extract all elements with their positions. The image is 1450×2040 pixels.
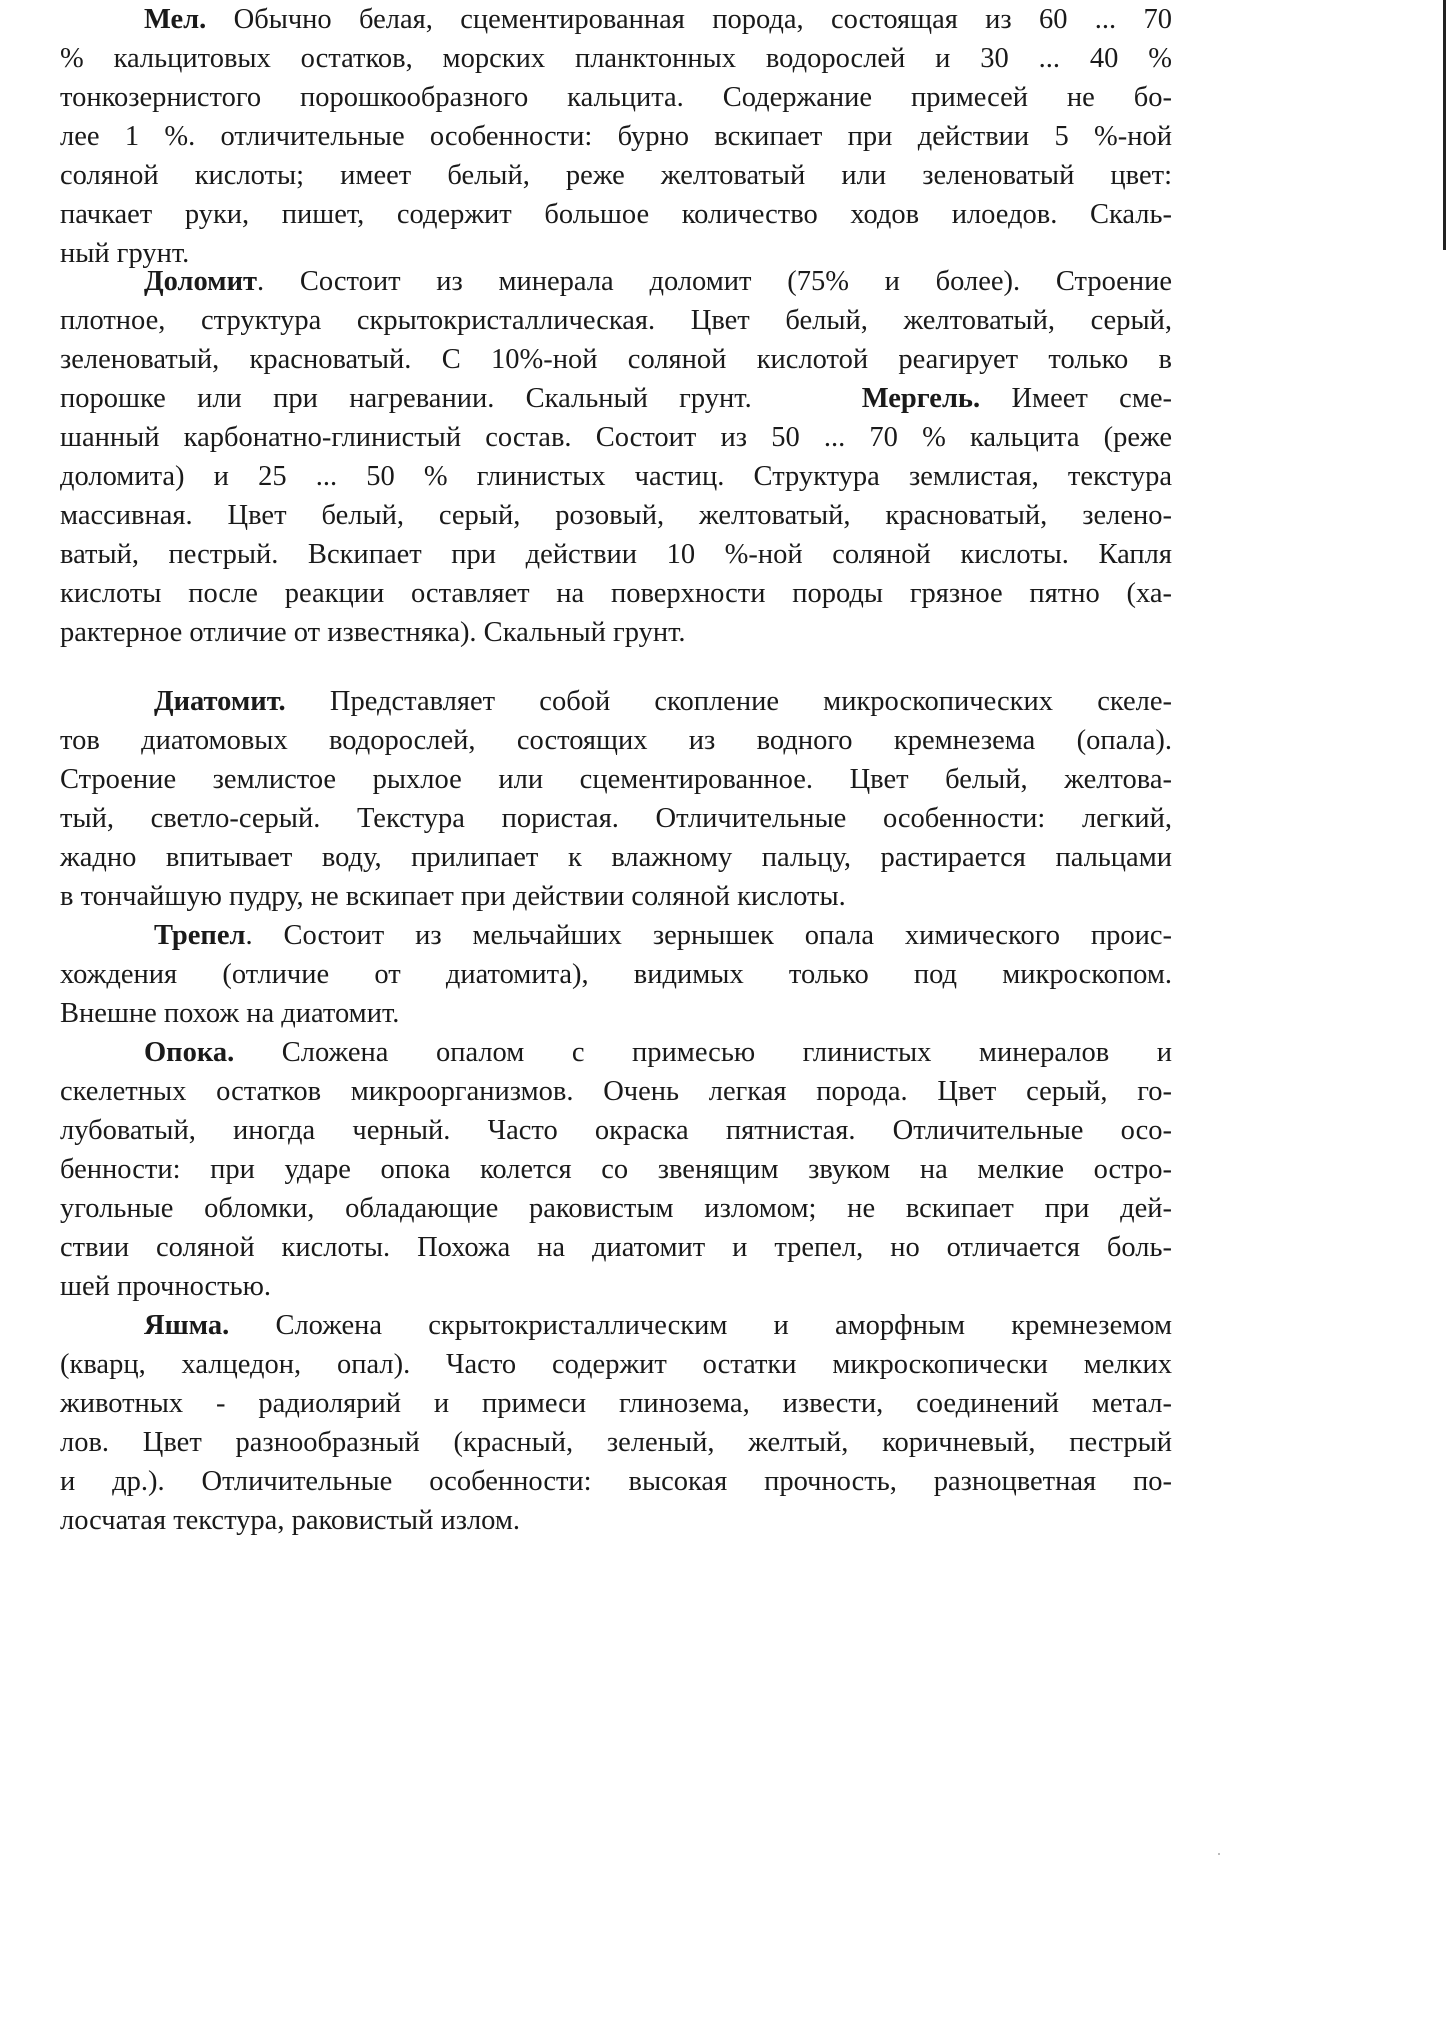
term-mergel: Мергель. [861,383,981,414]
term-mel: Мел. [144,4,207,35]
text-line: рактерное отличие от известняка). Скальный грунт. [60,617,686,648]
text-line: жадно впитывает воду, прилипает к влажному пальцу, растирается пальцами [60,842,1172,873]
text-line: кислоты после реакции оставляет на поверхности породы грязное пятно (ха- [60,578,1172,609]
term-dolomit: Доломит [144,266,258,297]
scan-edge-mark [1443,0,1446,250]
text-line: % кальцитовых остатков, морских планктонных водорослей и 30 ... 40 % [60,43,1172,74]
text-line: хождения (отличие от диатомита), видимых только под микроскопом. [60,959,1172,990]
text-line: бенности: при ударе опока колется со звенящим звуком на мелкие остро- [60,1154,1172,1185]
text-line: шанный карбонатно-глинистый состав. Состоит из 50 ... 70 % кальцита (реже [60,422,1172,453]
text-line: лубоватый, иногда черный. Часто окраска пятнистая. Отличительные осо- [60,1115,1172,1146]
paragraph-diatomit [60,682,1172,916]
text-line: Внешне похож на диатомит. [60,998,400,1029]
scan-speck [1218,1853,1220,1855]
text-line: скелетных остатков микроорганизмов. Очень легкая порода. Цвет серый, го- [60,1076,1172,1107]
text-line: лосчатая текстура, раковистый излом. [60,1505,521,1536]
text-line: животных - радиолярий и примеси глинозема, извести, соединений метал- [60,1388,1172,1419]
text-line: плотное, структура скрытокристаллическая. Цвет белый, желтоватый, серый, [60,305,1172,336]
text-line: зеленоватый, красноватый. С 10%-ной соляной кислотой реагирует только в [60,344,1172,375]
text-line: лее 1 %. отличительные особенности: бурно вскипает при действии 5 %-ной [60,121,1172,152]
text-line: угольные обломки, обладающие раковистым изломом; не вскипает при дей- [60,1193,1172,1224]
text-line: тонкозернистого порошкообразного кальцита. Содержание примесей не бо- [60,82,1172,113]
text-line: порошке или при нагревании. Скальный грунт. Мергель. Имеет сме- [60,383,1173,414]
text-line: в тончайшую пудру, не вскипает при действии соляной кислоты. [60,881,846,912]
paragraph-trepel [60,916,1172,1033]
text-line: (кварц, халцедон, опал). Часто содержит остатки микроскопически мелких [60,1349,1172,1380]
text-line: Строение землистое рыхлое или сцементированное. Цвет белый, желтова- [60,764,1172,795]
text-line: ный грунт. [60,238,190,269]
text-line: ватый, пестрый. Вскипает при действии 10 %-ной соляной кислоты. Капля [60,539,1172,570]
text-line: Диатомит. Представляет собой скопление микроскопических скеле- [154,686,1172,717]
text-line: лов. Цвет разнообразный (красный, зеленый, желтый, коричневый, пестрый [60,1427,1172,1458]
text-line: доломита) и 25 ... 50 % глинистых частиц. Структура землистая, текстура [60,461,1172,492]
text-line: Мел. Обычно белая, сцементированная порода, состоящая из 60 ... 70 [144,4,1172,35]
term-trepel: Трепел [154,920,246,951]
text-line: Доломит. Состоит из минерала доломит (75% и более). Строение [144,266,1172,297]
text-line: Трепел. Состоит из мельчайших зернышек опала химического проис- [154,920,1172,951]
text-line: Опока. Сложена опалом с примесью глинистых минералов и [144,1037,1172,1068]
term-opoka: Опока. [144,1037,235,1068]
text-line: пачкает руки, пишет, содержит большое количество ходов илоедов. Скаль- [60,199,1172,230]
paragraph-mel [60,0,1172,273]
text-line: массивная. Цвет белый, серый, розовый, желтоватый, красноватый, зелено- [60,500,1172,531]
text-line: ствии соляной кислоты. Похожа на диатомит и трепел, но отличается боль- [60,1232,1172,1263]
text-line: и др.). Отличительные особенности: высокая прочность, разноцветная по- [60,1466,1172,1497]
paragraph-dolomit-mergel [60,262,1172,652]
term-diatomit: Диатомит. [154,686,286,717]
text-line: шей прочностью. [60,1271,272,1302]
term-yashma: Яшма. [144,1310,230,1341]
text-line: соляной кислоты; имеет белый, реже желтоватый или зеленоватый цвет: [60,160,1172,191]
text-line: тов диатомовых водорослей, состоящих из водного кремнезема (опала). [60,725,1172,756]
text-line: тый, светло-серый. Текстура пористая. Отличительные особенности: легкий, [60,803,1172,834]
paragraph-opoka [60,1033,1172,1306]
text-line: Яшма. Сложена скрытокристаллическим и аморфным кремнеземом [144,1310,1172,1341]
paragraph-yashma [60,1306,1172,1540]
